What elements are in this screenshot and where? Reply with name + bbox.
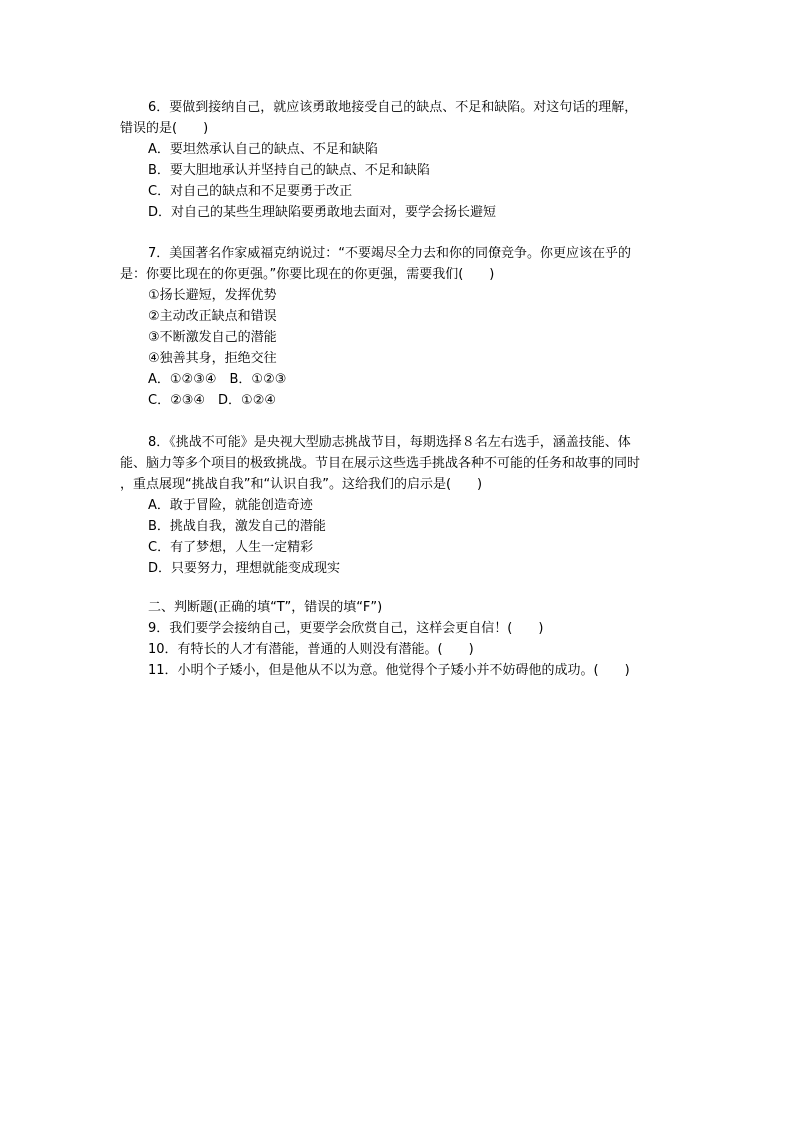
question-7-options-cd: C．②③④ D．①②④: [148, 393, 277, 408]
question-8-option-d: D．只要努力，理想就能变成现实: [148, 561, 341, 576]
question-6-option-a: A．要坦然承认自己的缺点、不足和缺陷: [148, 142, 378, 157]
true-false-section: [120, 597, 680, 681]
question-6-option-c: C．对自己的缺点和不足要勇于改正: [148, 184, 353, 199]
question-7-item-3: ③不断激发自己的潜能: [148, 330, 277, 345]
question-8-option-c: C．有了梦想，人生一定精彩: [148, 540, 314, 555]
question-9: 9．我们要学会接纳自己，更要学会欣赏自己，这样会更自信！( ): [148, 621, 544, 636]
question-6-option-b: B．要大胆地承认并坚持自己的缺点、不足和缺陷: [148, 163, 430, 178]
question-8: [120, 432, 680, 579]
section-heading: 二、判断题(正确的填“T”，错误的填“F”): [148, 600, 383, 615]
question-6-option-d: D．对自己的某些生理缺陷要勇敢地去面对，要学会扬长避短: [148, 205, 497, 220]
question-7-item-2: ②主动改正缺点和错误: [148, 309, 277, 324]
question-7-stem-line-2: 是：你要比现在的你更强。”你要比现在的你更强，需要我们( ): [120, 267, 495, 282]
question-8-stem-line-2: 能、脑力等多个项目的极致挑战。节目在展示这些选手挑战各种不可能的任务和故事的同时: [120, 456, 641, 471]
question-6: [120, 97, 680, 223]
question-8-option-b: B．挑战自我，激发自己的潜能: [148, 519, 326, 534]
question-7-options-ab: A．①②③④ B．①②③: [148, 372, 287, 387]
question-8-stem-line-1: 8．《挑战不可能》是央视大型励志挑战节目，每期选择８名左右选手，涵盖技能、体: [148, 435, 631, 450]
question-11: 11．小明个子矮小，但是他从不以为意。他觉得个子矮小并不妨碍他的成功。( ): [148, 663, 630, 678]
question-8-option-a: A．敢于冒险，就能创造奇迹: [148, 498, 313, 513]
question-7-stem-line-1: 7．美国著名作家威福克纳说过：“不要竭尽全力去和你的同僚竞争。你更应该在乎的: [148, 246, 632, 261]
question-7-item-4: ④独善其身，拒绝交往: [148, 351, 277, 366]
question-7-item-1: ①扬长避短，发挥优势: [148, 288, 277, 303]
question-10: 10．有特长的人才有潜能，普通的人则没有潜能。( ): [148, 642, 474, 657]
question-6-stem-line-2: 错误的是( ): [120, 121, 209, 136]
question-7: [120, 243, 680, 411]
question-6-stem-line-1: 6．要做到接纳自己，就应该勇敢地接受自己的缺点、不足和缺陷。对这句话的理解，: [148, 100, 638, 115]
question-8-stem-line-3: ，重点展现“挑战自我”和“认识自我”。这给我们的启示是( ): [120, 477, 483, 492]
